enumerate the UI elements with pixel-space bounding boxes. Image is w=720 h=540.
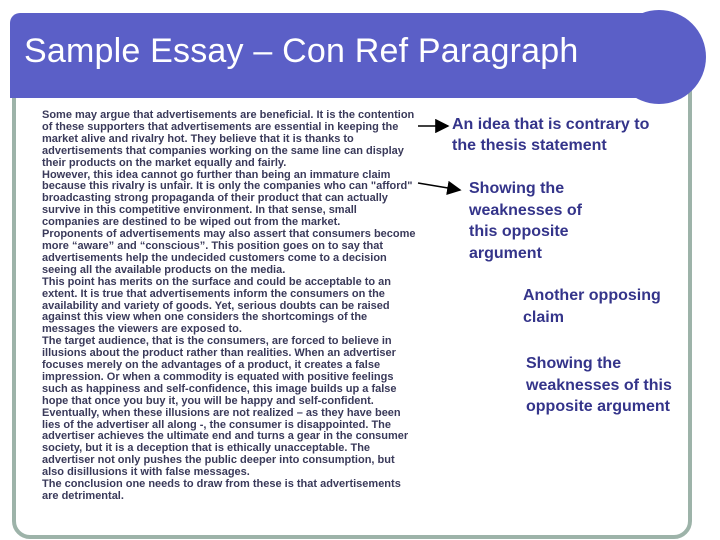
slide-title: Sample Essay – Con Ref Paragraph <box>24 32 579 70</box>
essay-paragraph-refutation: However, this idea cannot go further than being an immature claim because this rivalry is unfair. It is only the companies who can "afford" broadcasting strong propaganda of their product that can actually survive in this competitive environment. In that sense, small companies are destined to be wiped out from the market. <box>42 168 413 229</box>
annotation-weaknesses-2: Showing the weaknesses of this opposite argument <box>526 355 672 415</box>
annotation-contrary-idea: An idea that is contrary to the thesis statement <box>452 116 650 154</box>
essay-paragraph-conclusion: The conclusion one needs to draw from these is that advertisements are detrimental. <box>42 478 401 502</box>
essay-paragraph-claim: Some may argue that advertisements are beneficial. It is the contention of these supporters that advertisements are essential in keeping the market alive and rivalry hot. They believe that it is thanks to advertisements that companies working on the same line can display their products on the market equally and fairly. <box>42 109 415 169</box>
annotation-opposing-claim: Another opposing claim <box>523 287 661 326</box>
essay-paragraph-second-claim: Proponents of advertisements may also assert that consumers become more “aware” and “conscious”. This position goes on to say that advertisements help the undecided customers come to a decision seeing all the available products on the media. <box>42 228 416 276</box>
arrow-icon-2 <box>418 183 460 190</box>
essay-paragraph-concession: This point has merits on the surface and could be acceptable to an extent. It is true that advertisements inform the consumers on the availability and variety of goods. Yet, serious doubts can be raised against this view when one considers the shortcomings of the messages the viewers are exposed to. <box>42 275 392 336</box>
essay-paragraph-second-refutation: The target audience, that is the consumers, are forced to believe in illusions about the product rather than realities. When an advertiser focuses merely on the advantages of a product, it creates a false impression. Or when a commodity is equated with positive feelings such as happiness and self-confidence, this image builds up a false hope that once you buy it, you will be happy and self-confident. Eventually, when these illusions are not realized – as they have been lies of the advertiser all along -, the consumer is disappointed. The advertiser achieves the ultimate end and turns a gear in the consumer society, but it is a deception that is ethically unacceptable. The advertiser not only pushes the public deeper into consumption, but also disillusions it with false messages. <box>42 335 409 479</box>
annotation-weaknesses-1: Showing the weaknesses of this opposite argument <box>469 180 582 262</box>
